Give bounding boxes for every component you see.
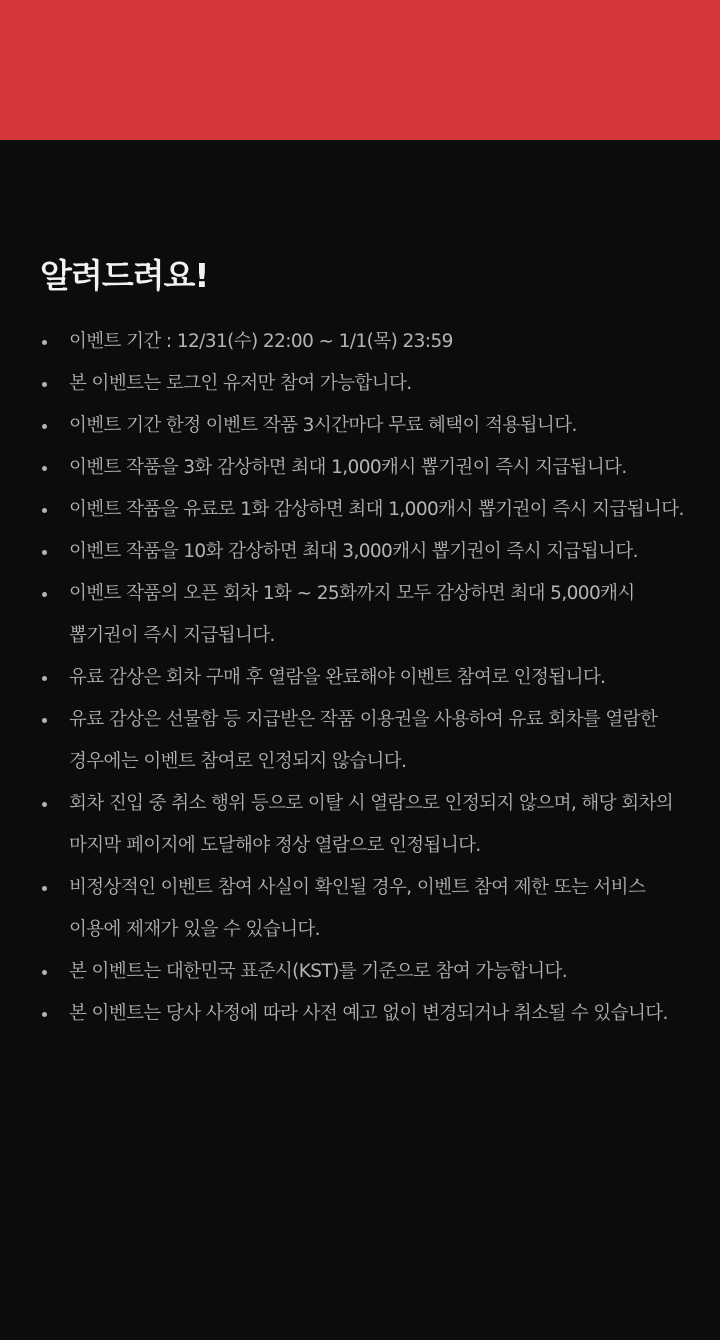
notice-list <box>40 321 690 1035</box>
bullet-icon <box>42 592 47 597</box>
notice-text: 이벤트 작품을 3화 감상하면 최대 1,000캐시 뽑기권이 즉시 지급됩니다. <box>69 457 627 478</box>
bullet-icon <box>42 1012 47 1017</box>
bullet-icon <box>42 676 47 681</box>
notice-text: 이벤트 작품의 오픈 회차 1화 ~ 25화까지 모두 감상하면 최대 5,000캐시 뽑기권이 즉시 지급됩니다. <box>69 583 635 646</box>
notice-text: 이벤트 기간 한정 이벤트 작품 3시간마다 무료 혜택이 적용됩니다. <box>69 415 577 436</box>
notice-title: 알려드려요! <box>40 256 209 295</box>
notice-item-paid-1-episode <box>40 489 690 531</box>
notice-item-10-episodes <box>40 531 690 573</box>
notice-item-period <box>40 321 690 363</box>
bullet-icon <box>42 550 47 555</box>
notice-text: 본 이벤트는 로그인 유저만 참여 가능합니다. <box>69 373 412 394</box>
bullet-icon <box>42 886 47 891</box>
notice-item-kst <box>40 951 690 993</box>
bullet-icon <box>42 340 47 345</box>
bullet-icon <box>42 970 47 975</box>
bullet-icon <box>42 382 47 387</box>
bullet-icon <box>42 718 47 723</box>
bullet-icon <box>42 466 47 471</box>
notice-section <box>40 254 690 1024</box>
event-banner <box>0 0 720 140</box>
notice-item-login <box>40 363 690 405</box>
notice-text: 이벤트 기간 : 12/31(수) 22:00 ~ 1/1(목) 23:59 <box>69 331 453 352</box>
bullet-icon <box>42 802 47 807</box>
notice-text: 유료 감상은 선물함 등 지급받은 작품 이용권을 사용하여 유료 회차를 열람한 경우에는 이벤트 참여로 인정되지 않습니다. <box>69 709 658 772</box>
notice-text: 유료 감상은 회차 구매 후 열람을 완료해야 이벤트 참여로 인정됩니다. <box>69 667 606 688</box>
notice-item-3-episodes <box>40 447 690 489</box>
notice-item-gift-voucher <box>40 699 690 783</box>
bullet-icon <box>42 424 47 429</box>
notice-item-change <box>40 993 690 1035</box>
notice-text: 이벤트 작품을 10화 감상하면 최대 3,000캐시 뽑기권이 즉시 지급됩니다. <box>69 541 638 562</box>
bullet-icon <box>42 508 47 513</box>
notice-text: 본 이벤트는 대한민국 표준시(KST)를 기준으로 참여 가능합니다. <box>69 961 568 982</box>
notice-item-free-benefit <box>40 405 690 447</box>
notice-text: 본 이벤트는 당사 사정에 따라 사전 예고 없이 변경되거나 취소될 수 있습니다. <box>69 1003 668 1024</box>
notice-item-abnormal <box>40 867 690 951</box>
notice-text: 비정상적인 이벤트 참여 사실이 확인될 경우, 이벤트 참여 제한 또는 서비스 이용에 제재가 있을 수 있습니다. <box>69 877 646 940</box>
notice-item-25-episodes <box>40 573 690 657</box>
notice-item-paid-viewing <box>40 657 690 699</box>
notice-text: 회차 진입 중 취소 행위 등으로 이탈 시 열람으로 인정되지 않으며, 해당 회차의 마지막 페이지에 도달해야 정상 열람으로 인정됩니다. <box>69 793 674 856</box>
notice-text: 이벤트 작품을 유료로 1화 감상하면 최대 1,000캐시 뽑기권이 즉시 지급됩니다. <box>69 499 684 520</box>
notice-item-cancel-exit <box>40 783 690 867</box>
